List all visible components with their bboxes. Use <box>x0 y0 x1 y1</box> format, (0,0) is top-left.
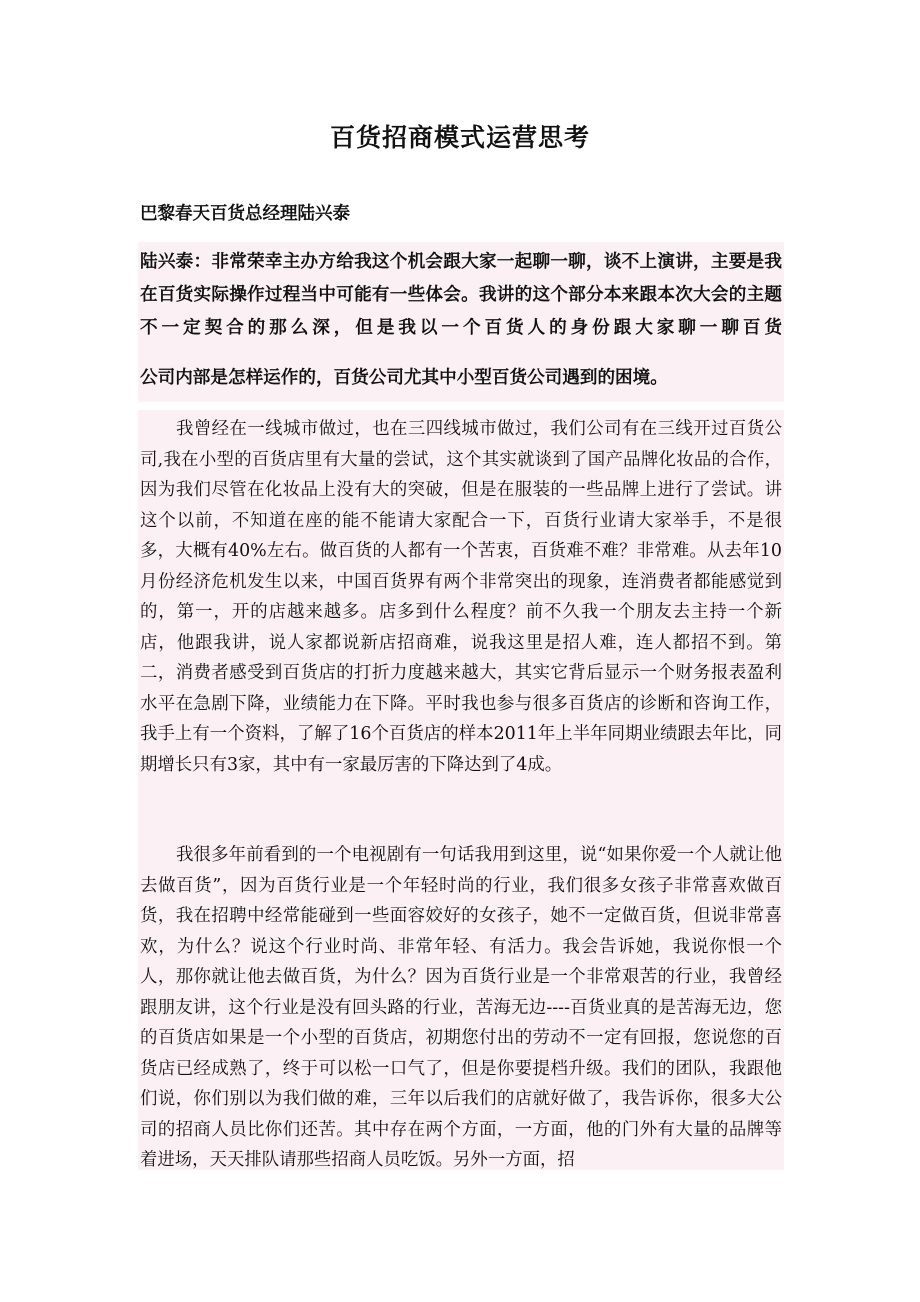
body-paragraph-1: 我曾经在一线城市做过，也在三四线城市做过，我们公司有在三线开过百货公司,我在小型的百货店里有大量的尝试，这个其实就谈到了国产品牌化妆品的合作，因为我们尽管在化妆品上没有大的突破，但是在服装的一些品牌上进行了尝试。讲这个以前，不知道在座的能不能请大家配合一下，百货行业请大家举手，不是很多，大概有40%左右。做百货的人都有一个苦衷，百货难不难？非常难。从去年10月份经济危机发生以来，中国百货界有两个非常突出的现象，连消费者都能感觉到的，第一，开的店越来越多。店多到什么程度？前不久我一个朋友去主持一个新店，他跟我讲，说人家都说新店招商难，说我这里是招人难，连人都招不到。第二，消费者感受到百货店的打折力度越来越大，其实它背后显示一个财务报表盈利水平在急剧下降，业绩能力在下降。平时我也参与很多百货店的诊断和咨询工作，我手上有一个资料，了解了16个百货店的样本2011年上半年同期业绩跟去年比，同期增长只有3家，其中有一家最厉害的下降达到了4成。 <box>140 419 782 775</box>
body-paragraph-2: 我很多年前看到的一个电视剧有一句话我用到这里，说“如果你爱一个人就让他去做百货”，因为百货行业是一个年轻时尚的行业，我们很多女孩子非常喜欢做百货，我在招聘中经常能碰到一些面容姣好的女孩子，她不一定做百货，但说非常喜欢，为什么？说这个行业时尚、非常年轻、有活力。我会告诉她，我说你恨一个人，那你就让他去做百货，为什么？因为百货行业是一个非常艰苦的行业，我曾经跟朋友讲，这个行业是没有回头路的行业，苦海无边----百货业真的是苦海无边，您的百货店如果是一个小型的百货店，初期您付出的劳动不一定有回报，您说您的百货店已经成熟了，终于可以松一口气了，但是你要提档升级。我们的团队，我跟他们说，你们别以为我们做的难，三年以后我们的店就好做了，我告诉你，很多大公司的招商人员比你们还苦。其中存在两个方面，一方面，他的门外有大量的品牌等着进场，天天排队请那些招商人员吃饭。另外一方面，招 <box>140 845 782 1170</box>
document-title: 百货招商模式运营思考 <box>329 123 590 152</box>
intro-paragraph-part2: 公司内部是怎样运作的，百货公司尤其中小型百货公司遇到的困境。 <box>140 368 668 388</box>
author-line: 巴黎春天百货总经理陆兴泰 <box>140 204 350 224</box>
intro-paragraph-part1: 陆兴泰：非常荣幸主办方给我这个机会跟大家一起聊一聊，谈不上演讲，主要是我在百货实际操作过程当中可能有一些体会。我讲的这个部分本来跟本次大会的主题不一定契合的那么深，但是我以一个百货人的身份跟大家聊一聊百货 <box>140 252 782 338</box>
